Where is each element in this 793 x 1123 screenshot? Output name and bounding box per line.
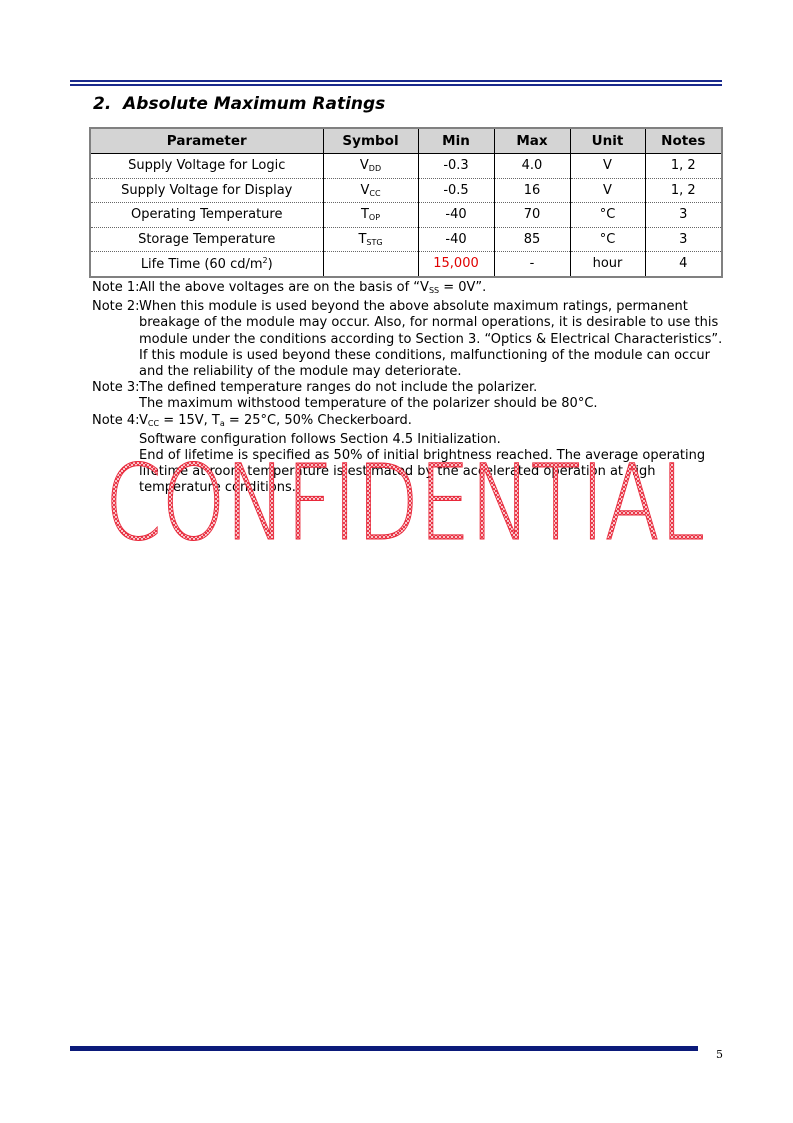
parameter-cell: Operating Temperature bbox=[91, 203, 323, 228]
min-cell: -40 bbox=[418, 203, 494, 228]
symbol-cell: $V_{DD}$ bbox=[323, 154, 418, 179]
min-cell: -0.3 bbox=[418, 154, 494, 179]
note-text: When this module is used beyond the above absolute maximum ratings, permanent breakage of the module may occur. Also, for normal operations, it is desirable to use this module under the conditions according to Section 3. “Optics & Electrical Characteristics”. If this module is used beyond these conditions, malfunctioning of the module can occur and the reliability of the module may deteriorate. bbox=[139, 299, 723, 380]
ratings-table bbox=[89, 127, 723, 278]
notes-cell: 3 bbox=[645, 203, 721, 228]
max-cell: 16 bbox=[494, 178, 570, 203]
column-header: Min bbox=[418, 129, 494, 154]
notes-cell: 3 bbox=[645, 227, 721, 252]
header-rule bbox=[70, 84, 722, 86]
unit-cell: V bbox=[570, 178, 645, 203]
note-3 bbox=[92, 380, 732, 412]
confidential-watermark bbox=[100, 459, 710, 549]
section-heading: 2. Absolute Maximum Ratings bbox=[93, 94, 386, 114]
max-cell: 85 bbox=[494, 227, 570, 252]
parameter-cell: Life Time (60 $cd/m^2$) bbox=[140, 255, 273, 272]
note-text: The defined temperature ranges do not include the polarizer. The maximum withstood temperature of the polarizer should be 80°C. bbox=[139, 380, 598, 412]
table-row bbox=[91, 203, 721, 228]
page-number: 5 bbox=[716, 1048, 723, 1061]
table-row bbox=[91, 154, 721, 179]
table-row bbox=[91, 227, 721, 252]
note-label: Note 3: bbox=[92, 380, 140, 396]
table-header-row bbox=[91, 129, 721, 154]
parameter-cell: Supply Voltage for Logic bbox=[91, 154, 323, 179]
notes-cell: 1, 2 bbox=[645, 178, 721, 203]
notes-cell: 4 bbox=[645, 252, 721, 276]
table-row bbox=[91, 178, 721, 203]
max-cell: 70 bbox=[494, 203, 570, 228]
symbol-cell: $V_{CC}$ bbox=[323, 178, 418, 203]
min-cell: 15,000 bbox=[418, 252, 494, 276]
min-cell: -0.5 bbox=[418, 178, 494, 203]
column-header: Max bbox=[494, 129, 570, 154]
unit-cell: °C bbox=[570, 227, 645, 252]
footer-rule bbox=[70, 1046, 698, 1051]
svg-text:CONFIDENTIAL: CONFIDENTIAL bbox=[105, 459, 705, 549]
column-header: Parameter bbox=[91, 129, 323, 154]
note-1 bbox=[92, 280, 732, 299]
note-text: $V_{CC} = 15V$, $T_a = 25^\circ C$, 50% Checkerboard. Software configuration follows Section 4.5 Initialization. End of lifetime is specified as 50% of initial brightness reached. The average operating lifetime at room temperature is estimated by the accelerated operation at high temperature conditions. bbox=[139, 412, 706, 496]
symbol-cell bbox=[323, 252, 418, 276]
parameter-cell: Storage Temperature bbox=[91, 227, 323, 252]
note-label: Note 2: bbox=[92, 299, 140, 315]
notes-cell: 1, 2 bbox=[645, 154, 721, 179]
column-header: Symbol bbox=[323, 129, 418, 154]
note-2 bbox=[92, 299, 732, 380]
note-label: Note 4: bbox=[92, 412, 140, 428]
note-label: Note 1: bbox=[92, 280, 140, 295]
unit-cell: hour bbox=[570, 252, 645, 276]
symbol-cell: $T_{OP}$ bbox=[323, 203, 418, 228]
min-cell: -40 bbox=[418, 227, 494, 252]
max-cell: 4.0 bbox=[494, 154, 570, 179]
unit-cell: °C bbox=[570, 203, 645, 228]
symbol-cell: $T_{STG}$ bbox=[323, 227, 418, 252]
table-row bbox=[91, 252, 721, 276]
unit-cell: V bbox=[570, 154, 645, 179]
column-header: Unit bbox=[570, 129, 645, 154]
parameter-cell: Supply Voltage for Display bbox=[91, 178, 323, 203]
header-rule bbox=[70, 80, 722, 82]
max-cell: - bbox=[494, 252, 570, 276]
note-text: All the above voltages are on the basis of “$V_{SS} = 0V$”. bbox=[139, 280, 487, 295]
column-header: Notes bbox=[645, 129, 721, 154]
